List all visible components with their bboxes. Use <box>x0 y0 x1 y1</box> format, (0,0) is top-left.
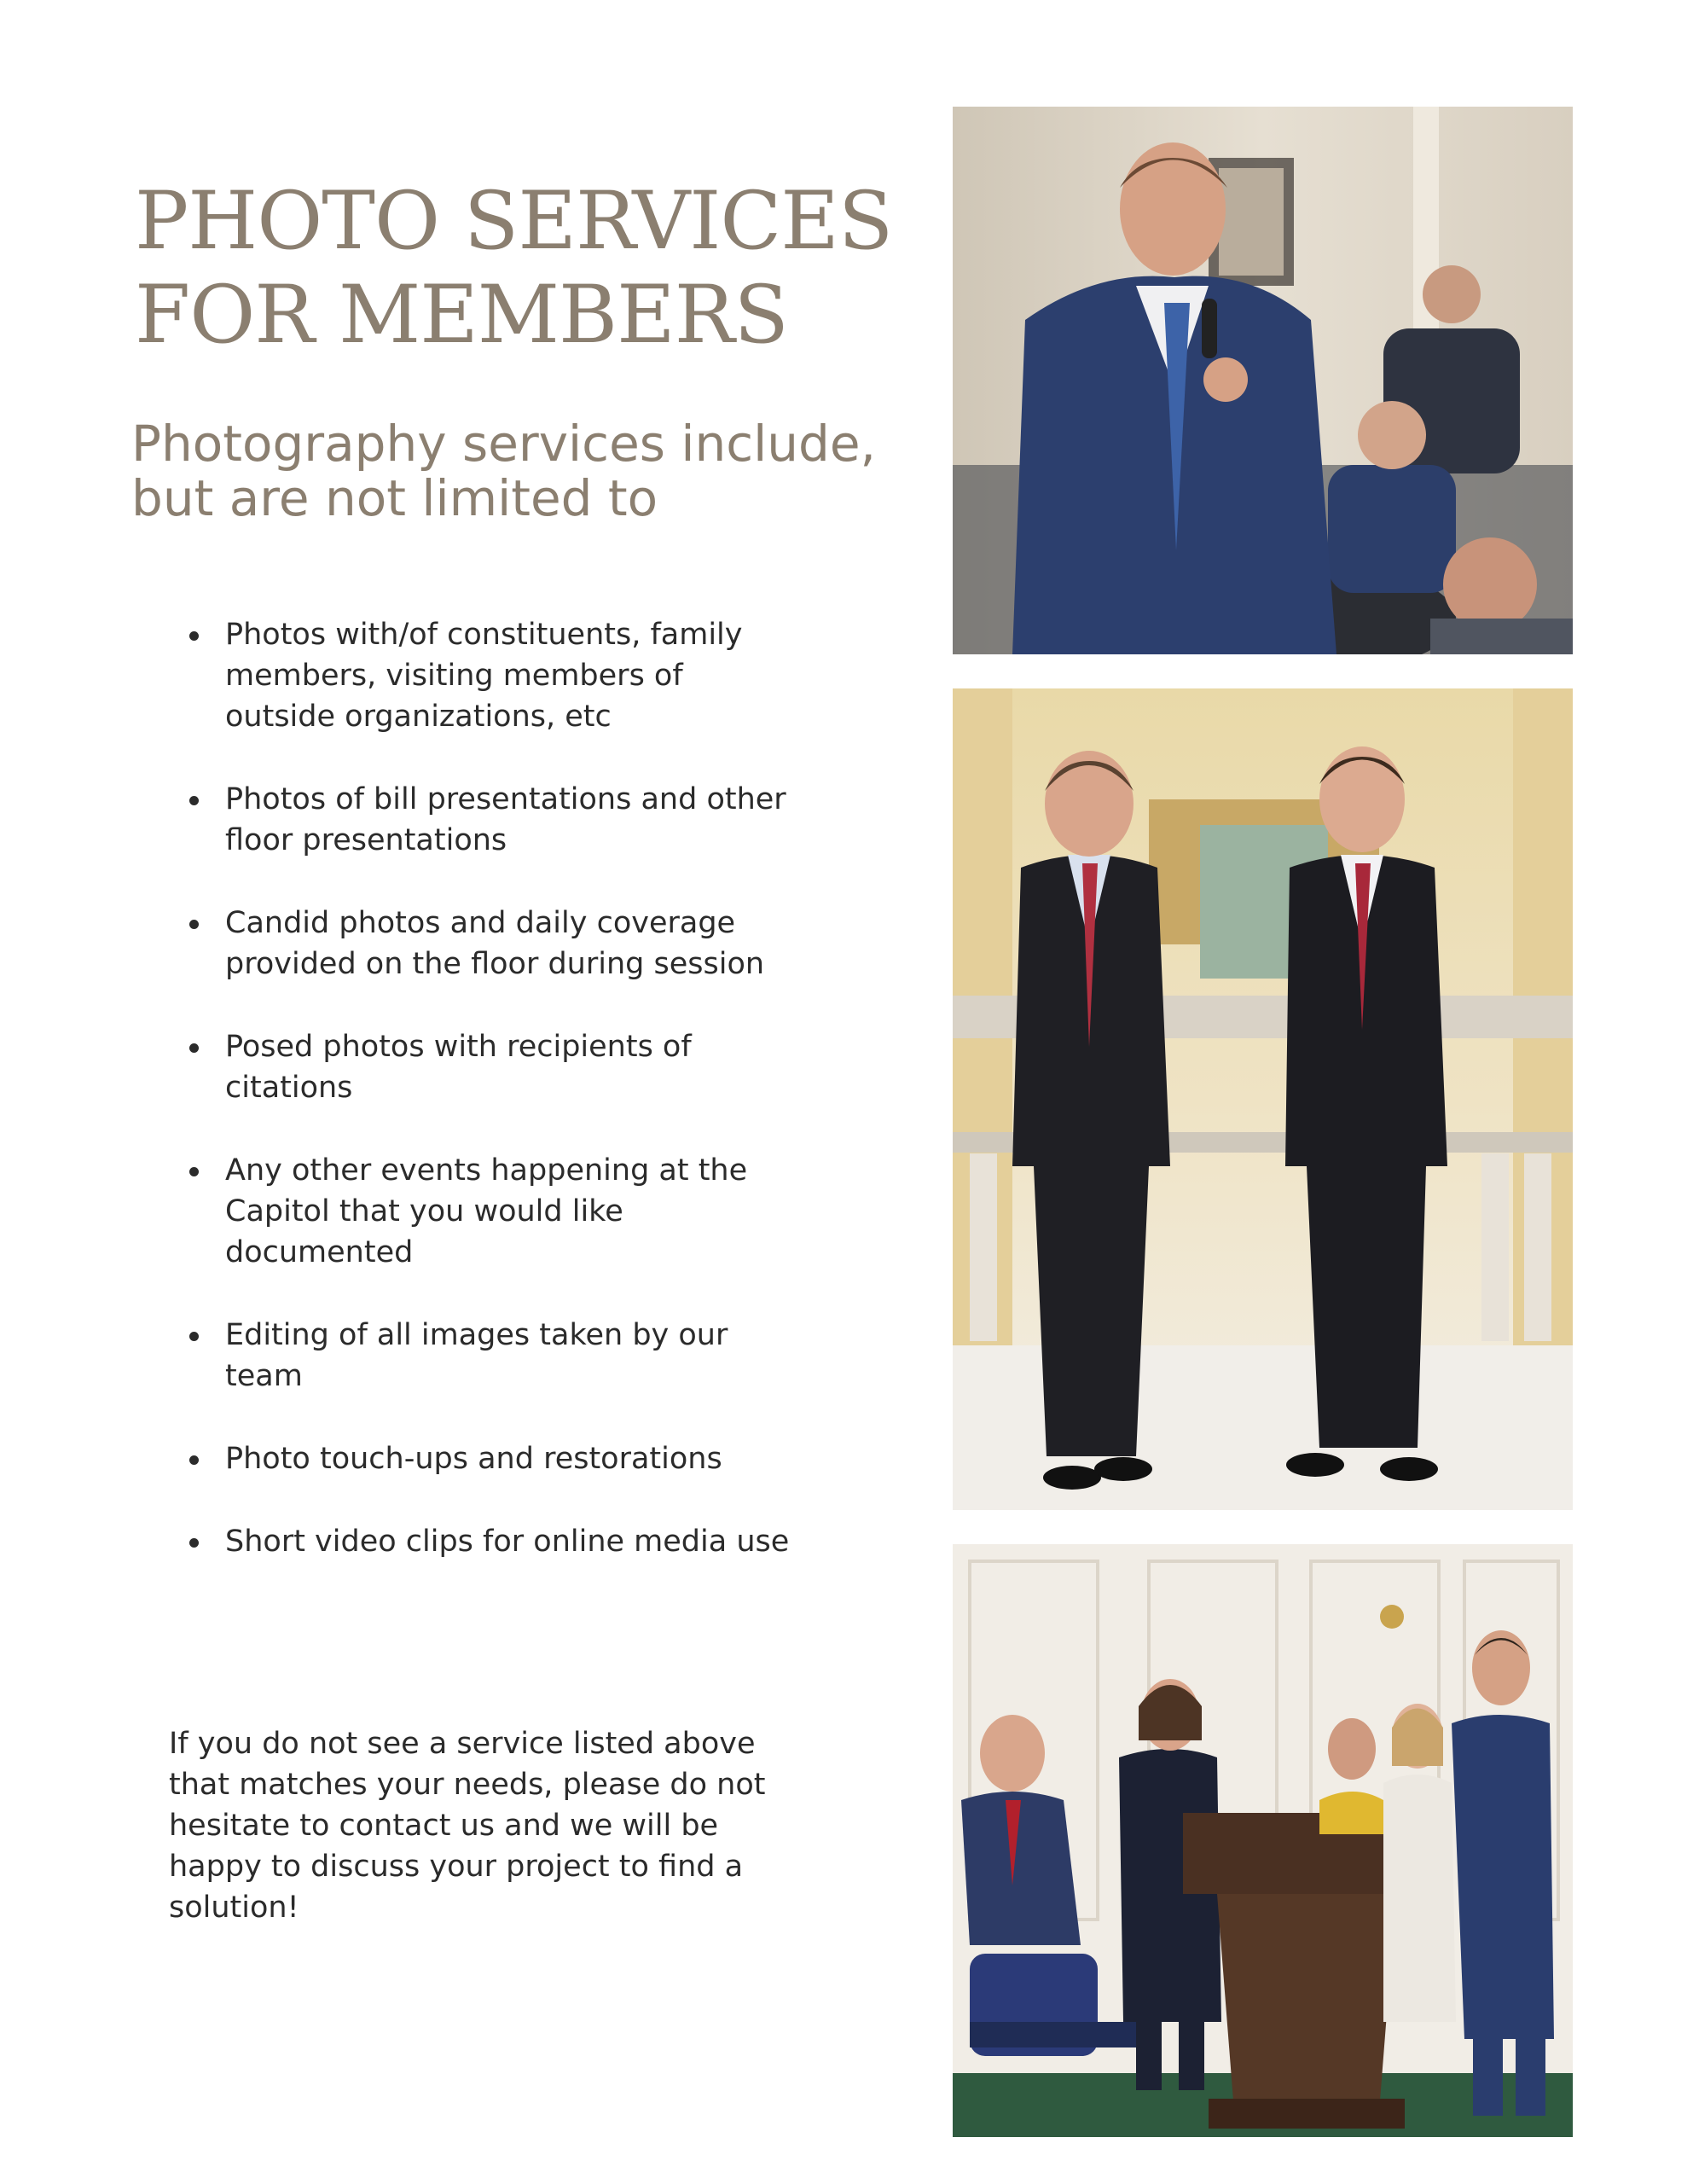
service-item-text: Candid photos and daily coverage provided on the floor during session <box>225 906 765 981</box>
photo-rotunda-members <box>953 688 1573 1510</box>
service-item-text: Photos of bill presentations and other floor presentations <box>225 782 786 857</box>
photo-floor-speaker <box>953 107 1573 654</box>
subtitle-line-1: Photography services include, <box>131 415 876 473</box>
service-item <box>186 1315 800 1397</box>
service-item <box>186 1521 800 1562</box>
subtitle-line-2: but are not limited to <box>131 469 658 527</box>
closing-paragraph: If you do not see a service listed above that matches your needs, please do not hesitate to contact us and we will be happy to discuss your project to find a solution! <box>169 1727 766 1925</box>
service-item <box>186 1026 800 1108</box>
bullet-icon <box>189 796 199 805</box>
bullet-icon <box>189 920 199 929</box>
photo-press-conference <box>953 1544 1573 2137</box>
bullet-icon <box>189 1455 199 1465</box>
title-line-2: FOR MEMBERS <box>135 269 788 362</box>
service-item <box>186 1150 800 1273</box>
bullet-icon <box>189 631 199 641</box>
bullet-icon <box>189 1538 199 1548</box>
service-item-text: Editing of all images taken by our team <box>225 1318 728 1393</box>
service-item-text: Any other events happening at the Capitol that you would like documented <box>225 1153 748 1269</box>
page-title <box>135 175 902 363</box>
service-item-text: Photos with/of constituents, family members, visiting members of outside organizations, etc <box>225 618 743 734</box>
photo-rotunda-members-image <box>953 688 1573 1510</box>
page-subtitle <box>131 416 899 526</box>
service-item <box>186 903 800 985</box>
bullet-icon <box>189 1043 199 1053</box>
service-item-text: Short video clips for online media use <box>225 1525 790 1559</box>
service-item <box>186 779 800 861</box>
service-item-text: Posed photos with recipients of citations <box>225 1030 692 1105</box>
bullet-icon <box>189 1332 199 1341</box>
service-item-text: Photo touch-ups and restorations <box>225 1442 722 1476</box>
service-item <box>186 614 800 737</box>
service-item <box>186 1438 800 1479</box>
photo-floor-speaker-image <box>953 107 1573 654</box>
bullet-icon <box>189 1167 199 1176</box>
photo-press-conference-image <box>953 1544 1573 2137</box>
services-list <box>186 614 800 1604</box>
title-line-1: PHOTO SERVICES <box>135 175 893 268</box>
